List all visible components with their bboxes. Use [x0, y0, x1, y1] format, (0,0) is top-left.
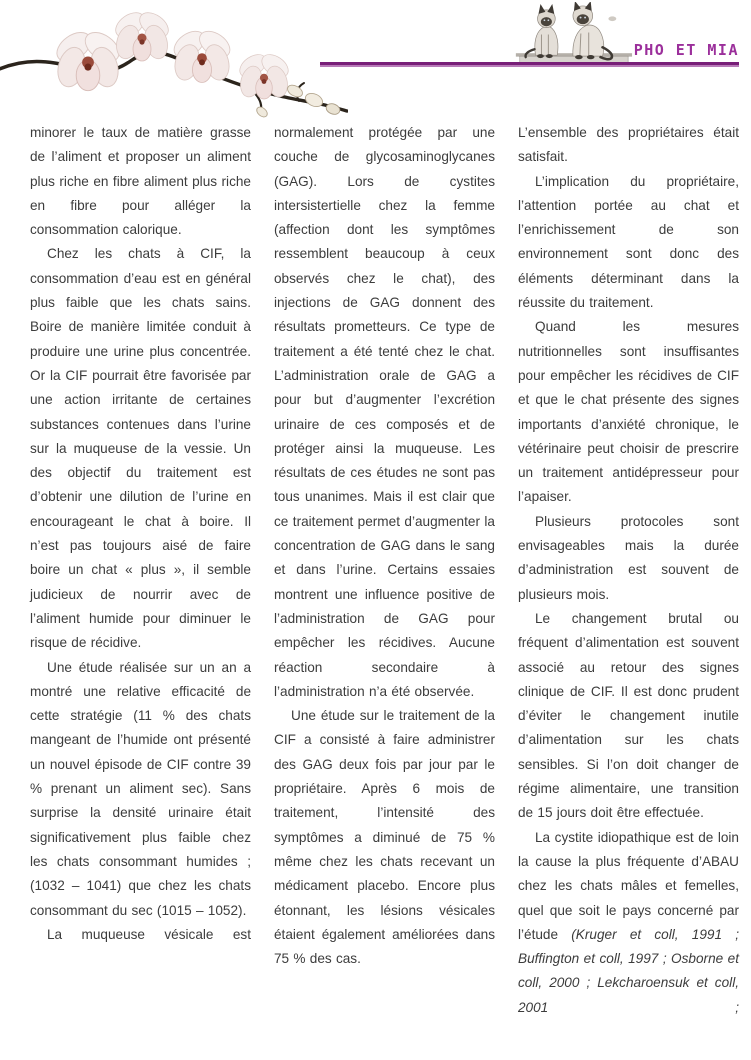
column-1: [30, 121, 251, 1020]
masthead-title: PHO ET MIA: [633, 41, 739, 59]
text-run: normalement protégée par une couche de glycosaminoglycanes (GAG). Lors de cystites intersistertielle chez la femme (affection dont les symptômes ressemblent beaucoup à ceux observés chez le chat), des injections de GAG donnent des résultats prometteurs. Ce type de traitement a été tenté chez le chat. L’administration orale de GAG a pour but d’augmenter l’excrétion urinaire de ces composés et de protéger ainsi la muqueuse. Les résultats de ces études ne sont pas tous unanimes. Mais il est clair que ce traitement permet d’augmenter la concentration de GAG dans le sang et dans l’urine. Certains essaies montrent une influence positive de l’administration de GAG pour empêcher les récidives. Aucune réaction secondaire à l’administration n’a été observée.: [274, 125, 495, 699]
text-run: Chez les chats à CIF, la consommation d’eau est en général plus faible que les chats sains. Boire de manière limitée conduit à produire une urine plus concentrée. Or la CIF pourrait être favorisée par une action irritante de certaines substances contenues dans l’urine sur la muqueuse de la vessie. Un des objectif du traitement est d’obtenir une dilution de l’urine en encourageant le chat à boire. Il n’est pas toujours aisé de faire boire un chat « plus », il semble judicieux de nourrir avec de l’aliment humide pour diminuer le risque de récidive.: [30, 246, 251, 651]
paragraph: [30, 121, 251, 242]
text-run: La cystite idiopathique est de loin la cause la plus fréquente d’ABAU chez les chats mâles et femelles, quel que soit le pays concerné par l’étude: [518, 829, 739, 942]
orchid-bud: [303, 91, 324, 109]
orchid-bud: [255, 105, 269, 119]
text-run: L’implication du propriétaire, l’attention portée au chat et l’enrichissement de son environnement sont donc des éléments déterminant dans la réussite du traitement.: [518, 173, 739, 311]
column-2: [274, 121, 495, 1020]
column-3: [518, 121, 739, 1020]
text-run: (Kruger et coll, 1991 ; Buffington et coll, 1997 ; Osborne et coll, 2000 ; Lekcharoensuk et coll, 2001 ;: [518, 926, 739, 1015]
text-run: Le changement brutal ou fréquent d’alimentation est souvent associé au retour des signes clinique de CIF. Il est donc prudent d’éviter le changement inutile d’alimentation sur les chats sensibles. Si l’on doit changer de régime alimentaire, une transition de 15 jours doit être effectuée.: [518, 610, 739, 821]
text-run: Quand les mesures nutritionnelles sont insuffisantes pour empêcher les récidives de CIF et que le chat présente des signes importants d’anxiété chronique, le vétérinaire peut choisir de prescrire un traitement antidépresseur pour l’apaiser.: [518, 319, 739, 505]
text-run: Plusieurs protocoles sont envisageables mais la durée d’administration est souvent de plusieurs mois.: [518, 513, 739, 602]
smudge: [608, 16, 616, 21]
paragraph: [274, 121, 495, 704]
text-run: Une étude réalisée sur un an a montré une relative efficacité de cette stratégie (11 % des chats mangeant de l’humide ont présenté un nouvel épisode de CIF contre 39 % prenant un aliment sec). Sans surprise la densité urinaire était significativement plus faible chez les chats consommant humides ; (1032 – 1041) que chez les chats consommant du sec (1015 – 1052).: [30, 659, 251, 918]
orchid-flower: [52, 27, 125, 91]
orchid-flower: [236, 50, 293, 99]
paragraph: [30, 923, 251, 947]
paragraph: [30, 656, 251, 923]
header-rule-shadow: [320, 65, 739, 67]
orchid-stem: [0, 53, 347, 111]
text-run: Une étude sur le traitement de la CIF a consisté à faire administrer des GAG deux fois par jour par le propriétaire. Après 6 mois de traitement, l’intensité des symptômes a diminué de 75 % même chez les chats recevant un médicament placebo. Encore plus étonnant, les lésions vésicales étaient également améliorées dans 75 % des cas.: [274, 708, 495, 967]
orchid-branch-image: [0, 0, 348, 120]
paragraph: [518, 607, 739, 826]
orchid-flower: [111, 8, 173, 62]
article-body: [30, 121, 739, 1020]
paragraph: [518, 315, 739, 509]
paragraph: [518, 510, 739, 607]
text-run: La muqueuse vésicale est: [47, 926, 251, 942]
orchid-flower: [169, 26, 234, 83]
paragraph: [518, 170, 739, 316]
text-run: minorer le taux de matière grasse de l’aliment et proposer un aliment plus riche en fibre aliment plus riche en fibre pour alléger la consommation calorique.: [30, 125, 251, 238]
paragraph: [518, 121, 739, 170]
paragraph: [518, 826, 739, 1020]
siamese-cat-left: [526, 4, 558, 58]
paragraph: [30, 242, 251, 655]
paragraph: [274, 704, 495, 971]
text-run: L’ensemble des propriétaires était satisfait.: [518, 125, 739, 165]
